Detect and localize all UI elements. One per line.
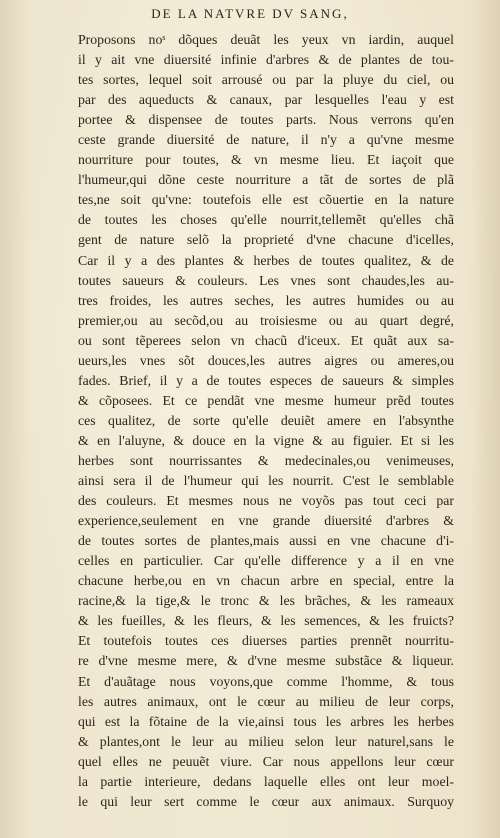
- text-line: quel elles ne peuuẽt viure. Car nous appellons leur cœur: [78, 753, 454, 769]
- text-line: herbes sont nourrissantes & medecinales,ou venimeuses,: [78, 452, 454, 468]
- text-line: ces qualitez, de sorte qu'elle deuiẽt amere en l'absynthe: [78, 412, 454, 428]
- text-line: & plantes,ont le leur au milieu selon leur naturel,sans le: [78, 733, 454, 749]
- text-line: tes,ne soit qu'vne: toutefois elle est cõuertie en la nature: [78, 192, 454, 208]
- body-text: [78, 30, 454, 812]
- text-line: le qui leur sert comme le cœur aux animaux. Surquoy: [78, 793, 454, 809]
- text-line: tes sortes, lequel soit arrousé ou par la pluye du ciel, ou: [78, 72, 454, 88]
- text-line: ceste grande diuersité de nature, il n'y a qu'vne mesme: [78, 132, 454, 148]
- text-line: & cõposees. Et ce pendãt vne mesme humeur prẽd toutes: [78, 392, 454, 408]
- text-line: qui est la fõtaine de la vie,ainsi tous les arbres les herbes: [78, 713, 454, 729]
- text-line: re d'vne mesme mere, & d'vne mesme substãce & liqueur.: [78, 653, 454, 669]
- text-line: Et toutefois toutes ces diuerses parties prennẽt nourritu-: [78, 633, 454, 649]
- text-line: la partie interieure, dedans laquelle elles ont leur moel-: [78, 773, 454, 789]
- text-line: par des aqueducts & canaux, par lesquelles l'eau y est: [78, 92, 454, 108]
- text-line: experience,seulement en vne grande diuersité d'arbres &: [78, 513, 454, 529]
- text-line: chacune herbe,ou en vn chacun arbre en special, entre la: [78, 573, 454, 589]
- text-line: il y ait vne diuersité infinie d'arbres & de plantes de tou-: [78, 52, 454, 68]
- text-line: des couleurs. Et mesmes nous ne voyõs pas tout ceci par: [78, 493, 454, 509]
- text-line: ainsi sera il de l'humeur qui les nourrit. C'est le semblable: [78, 473, 454, 489]
- text-line: nourriture pour toutes, & vn mesme lieu. Et iaçoit que: [78, 152, 454, 168]
- text-line: toutes saueurs & couleurs. Les vnes sont chaudes,les au-: [78, 272, 454, 288]
- text-line: de toutes sortes de plantes,mais aussi en vne chacune d'i-: [78, 533, 454, 549]
- text-line: & les fueilles, & les fleurs, & les semences, & les fruicts?: [78, 613, 454, 629]
- text-line: fades. Brief, il y a de toutes especes de saueurs & simples: [78, 372, 454, 388]
- text-line: Et d'auãtage nous voyons,que comme l'homme, & tous: [78, 673, 454, 689]
- text-line: portee & dispensee de toutes parts. Nous verrons qu'en: [78, 112, 454, 128]
- text-line: & en l'aluyne, & douce en la vigne & au figuier. Et si les: [78, 432, 454, 448]
- text-line: les autres animaux, ont le cœur au milieu de leur corps,: [78, 693, 454, 709]
- text-line: ou sont tẽperees selon vn chacũ d'iceux. Et quãt aux sa-: [78, 332, 454, 348]
- text-line: de toutes les choses qu'elle nourrit,tellemẽt qu'elles chã: [78, 212, 454, 228]
- text-line: tres froides, les autres seches, les autres humides ou au: [78, 292, 454, 308]
- text-line: racine,& la tige,& le tronc & les brãches, & les rameaux: [78, 593, 454, 609]
- text-line: Proposons noˢ dõques deuãt les yeux vn iardin, auquel: [78, 32, 454, 47]
- text-line: l'humeur,qui dõne ceste nourriture a tãt de sortes de plã: [78, 172, 454, 188]
- text-line: celles en particulier. Car qu'elle difference y a il en vne: [78, 553, 454, 569]
- text-line: Car il y a des plantes & herbes de toutes qualitez, & de: [78, 252, 454, 268]
- text-line: gent de nature selõ la proprieté d'vne chacune d'icelles,: [78, 232, 454, 248]
- text-line: premier,ou au secõd,ou au troisiesme ou au quart degré,: [78, 312, 454, 328]
- text-line: ueurs,les vnes sõt douces,les autres aigres ou ameres,ou: [78, 352, 454, 368]
- running-head: DE LA NATVRE DV SANG,: [151, 6, 349, 21]
